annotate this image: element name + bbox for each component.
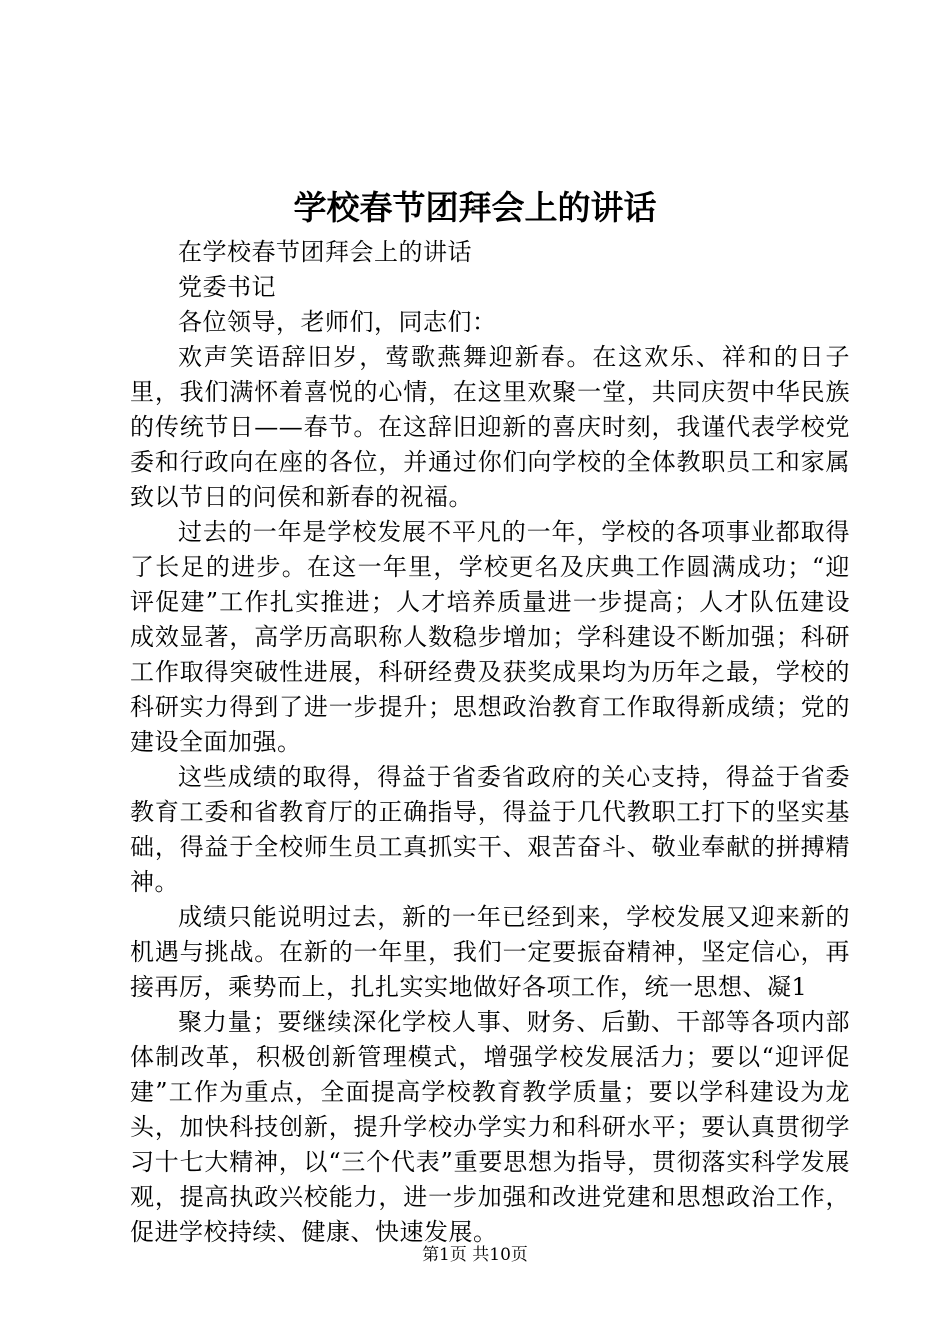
body-paragraph: 聚力量；要继续深化学校人事、财务、后勤、干部等各项内部体制改革，积极创新管理模式，增强学校发展活力；要以“迎评促建”工作为重点，全面提高学校教育教学质量；要以学科建设为龙头，加快科技创新，提升学校办学实力和科研水平；要认真贯彻学习十七大精神，以“三个代表”重要思想为指导，贯彻落实科学发展观，提高执政兴校能力，进一步加强和改进党建和思想政治工作，促进学校持续、健康、快速发展。 (130, 1008, 850, 1246)
page-footer: 第1页 共10页 (422, 1245, 528, 1265)
body-paragraph: 过去的一年是学校发展不平凡的一年，学校的各项事业都取得了长足的进步。在这一年里，学校更名及庆典工作圆满成功；“迎评促建”工作扎实推进；人才培养质量进一步提高；人才队伍建设成效显著，高学历高职称人数稳步增加；学科建设不断加强；科研工作取得突破性进展，科研经费及获奖成果均为历年之最，学校的科研实力得到了进一步提升；思想政治教育工作取得新成绩；党的建设全面加强。 (130, 518, 850, 756)
speaker-paragraph: 党委书记 (178, 273, 276, 301)
salutation-paragraph: 各位领导，老师们，同志们： (178, 308, 497, 336)
document-title: 学校春节团拜会上的讲话 (293, 188, 657, 227)
body-paragraph: 这些成绩的取得，得益于省委省政府的关心支持，得益于省委教育工委和省教育厅的正确指导，得益于几代教职工打下的坚实基础，得益于全校师生员工真抓实干、艰苦奋斗、敬业奉献的拼搏精神。 (130, 763, 850, 896)
document-body (130, 235, 850, 1250)
body-paragraph: 成绩只能说明过去，新的一年已经到来，学校发展又迎来新的机遇与挑战。在新的一年里，我们一定要振奋精神，坚定信心，再接再厉，乘势而上，扎扎实实地做好各项工作，统一思想、凝1 (130, 903, 850, 1001)
subtitle-paragraph: 在学校春节团拜会上的讲话 (178, 238, 472, 266)
body-paragraph: 欢声笑语辞旧岁，莺歌燕舞迎新春。在这欢乐、祥和的日子里，我们满怀着喜悦的心情，在这里欢聚一堂，共同庆贺中华民族的传统节日——春节。在这辞旧迎新的喜庆时刻，我谨代表学校党委和行政向在座的各位，并通过你们向学校的全体教职员工和家属致以节日的问侯和新春的祝福。 (130, 343, 850, 511)
